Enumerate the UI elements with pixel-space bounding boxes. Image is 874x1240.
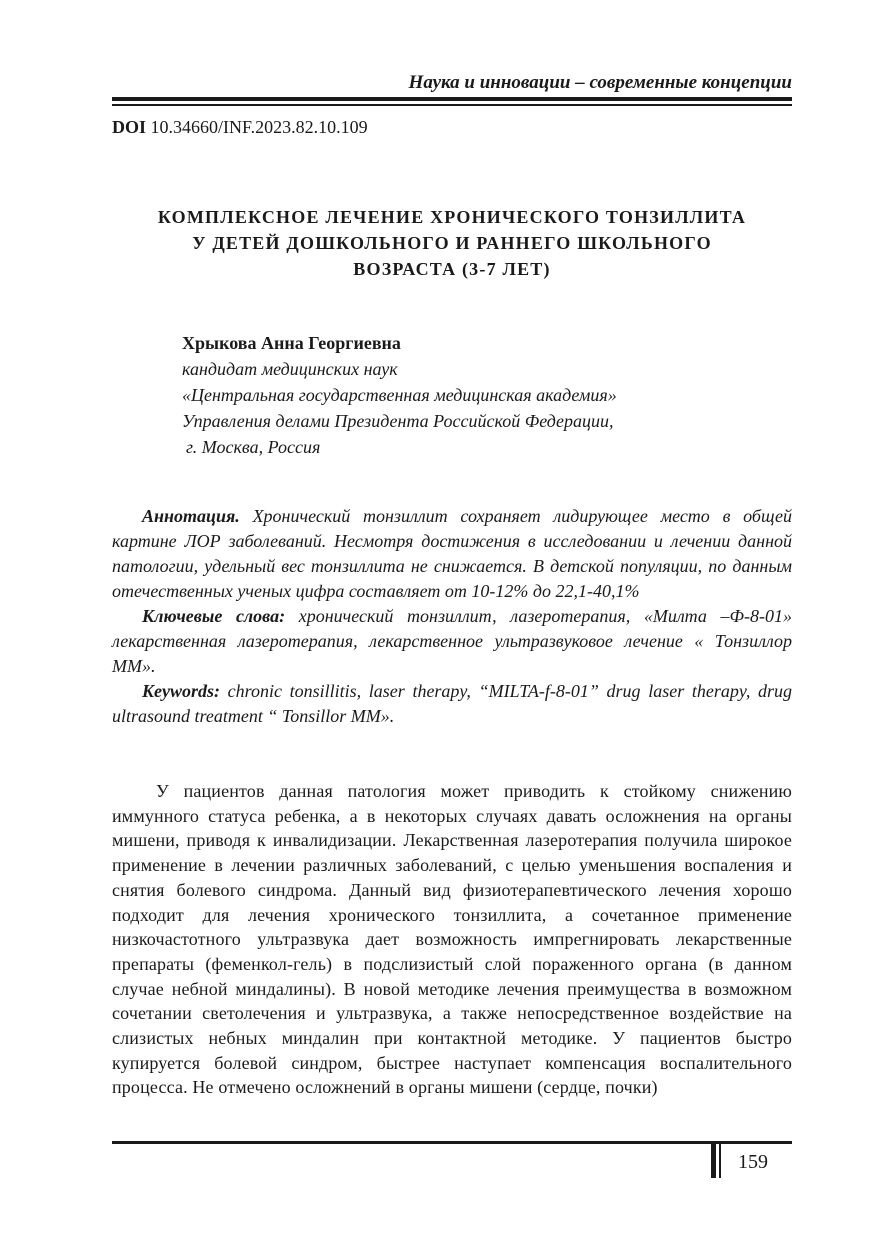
header-rule-thin [112, 104, 792, 106]
keywords-ru-label: Ключевые слова: [142, 606, 286, 626]
title-line: КОМПЛЕКСНОЕ ЛЕЧЕНИЕ ХРОНИЧЕСКОГО ТОНЗИЛЛИТА [157, 207, 747, 227]
author-organization: «Центральная государственная медицинская академия» [182, 385, 617, 405]
abstract-section [112, 504, 792, 729]
title-line: ВОЗРАСТА (3-7 ЛЕТ) [353, 259, 551, 279]
footer-rule [112, 1141, 792, 1144]
running-header-title: Наука и инновации – современные концепции [408, 72, 792, 93]
page-number: 159 [738, 1151, 768, 1173]
keywords-en-paragraph [112, 679, 792, 729]
body-paragraph: У пациентов данная патология может приводить к стойкому снижению иммунного статуса ребенка, а в некоторых случаях давать осложнения на органы мишени, приводя к инвалидизации. Лекарственная лазеротерапия получила широкое применение в лечении различных заболеваний, с целью уменьшения воспаления и снятия болевого синдрома. Данный вид физиотерапевтического лечения хорошо подходит для лечения хронического тонзиллита, а сочетанное применение низкочастотного ультразвука дает возможность импрегнировать лекарственные препараты (феменкол-гель) в подслизистый слой пораженного органа (в данном случае небной миндалины). В новой методике лечения преимущества в возможном сочетании светолечения и ультразвука, а также непосредственное воздействие на слизистых небных миндалин при контактной методике. У пациентов быстро купируется болевой синдром, быстрее наступает компенсация воспалительного процесса. Не отмечено осложнений в органы мишени (сердце, почки) [112, 781, 792, 1098]
doi-line [112, 116, 368, 138]
doi-label: DOI [112, 117, 147, 137]
title-line: У ДЕТЕЙ ДОШКОЛЬНОГО И РАННЕГО ШКОЛЬНОГО [192, 233, 712, 253]
keywords-en-label: Keywords: [142, 681, 220, 701]
header-rule-thick [112, 97, 792, 101]
abstract-paragraph [112, 504, 792, 604]
doi-value: 10.34660/INF.2023.82.10.109 [150, 117, 368, 137]
footer-bar-thin [719, 1142, 721, 1178]
body-text [112, 779, 792, 1100]
author-name: Хрыкова Анна Георгиевна [182, 333, 401, 353]
keywords-ru-text: хронический тонзиллит, лазеротерапия, «Милта –Ф-8-01» лекарственная лазеротерапия, лекарственное ультразвуковое лечение « Тонзиллор ММ». [112, 606, 792, 676]
author-block [182, 330, 617, 460]
author-degree: кандидат медицинских наук [182, 359, 398, 379]
keywords-ru-paragraph [112, 604, 792, 679]
author-department: Управления делами Президента Российской Федерации, [182, 411, 614, 431]
article-title [112, 204, 792, 282]
footer-bar-thick [711, 1142, 716, 1178]
author-location: г. Москва, Россия [186, 437, 321, 457]
abstract-text: Хронический тонзиллит сохраняет лидирующее место в общей картине ЛОР заболеваний. Несмотря достижения в исследовании и лечении данной патологии, удельный вес тонзиллита не снижается. В детской популяции, по данным отечественных ученых цифра составляет от 10-12% до 22,1-40,1% [112, 506, 792, 601]
abstract-label: Аннотация. [142, 506, 240, 526]
keywords-en-text: chronic tonsillitis, laser therapy, “MILTA-f-8-01” drug laser therapy, drug ultrasound treatment “ Tonsillor MM». [112, 681, 793, 726]
